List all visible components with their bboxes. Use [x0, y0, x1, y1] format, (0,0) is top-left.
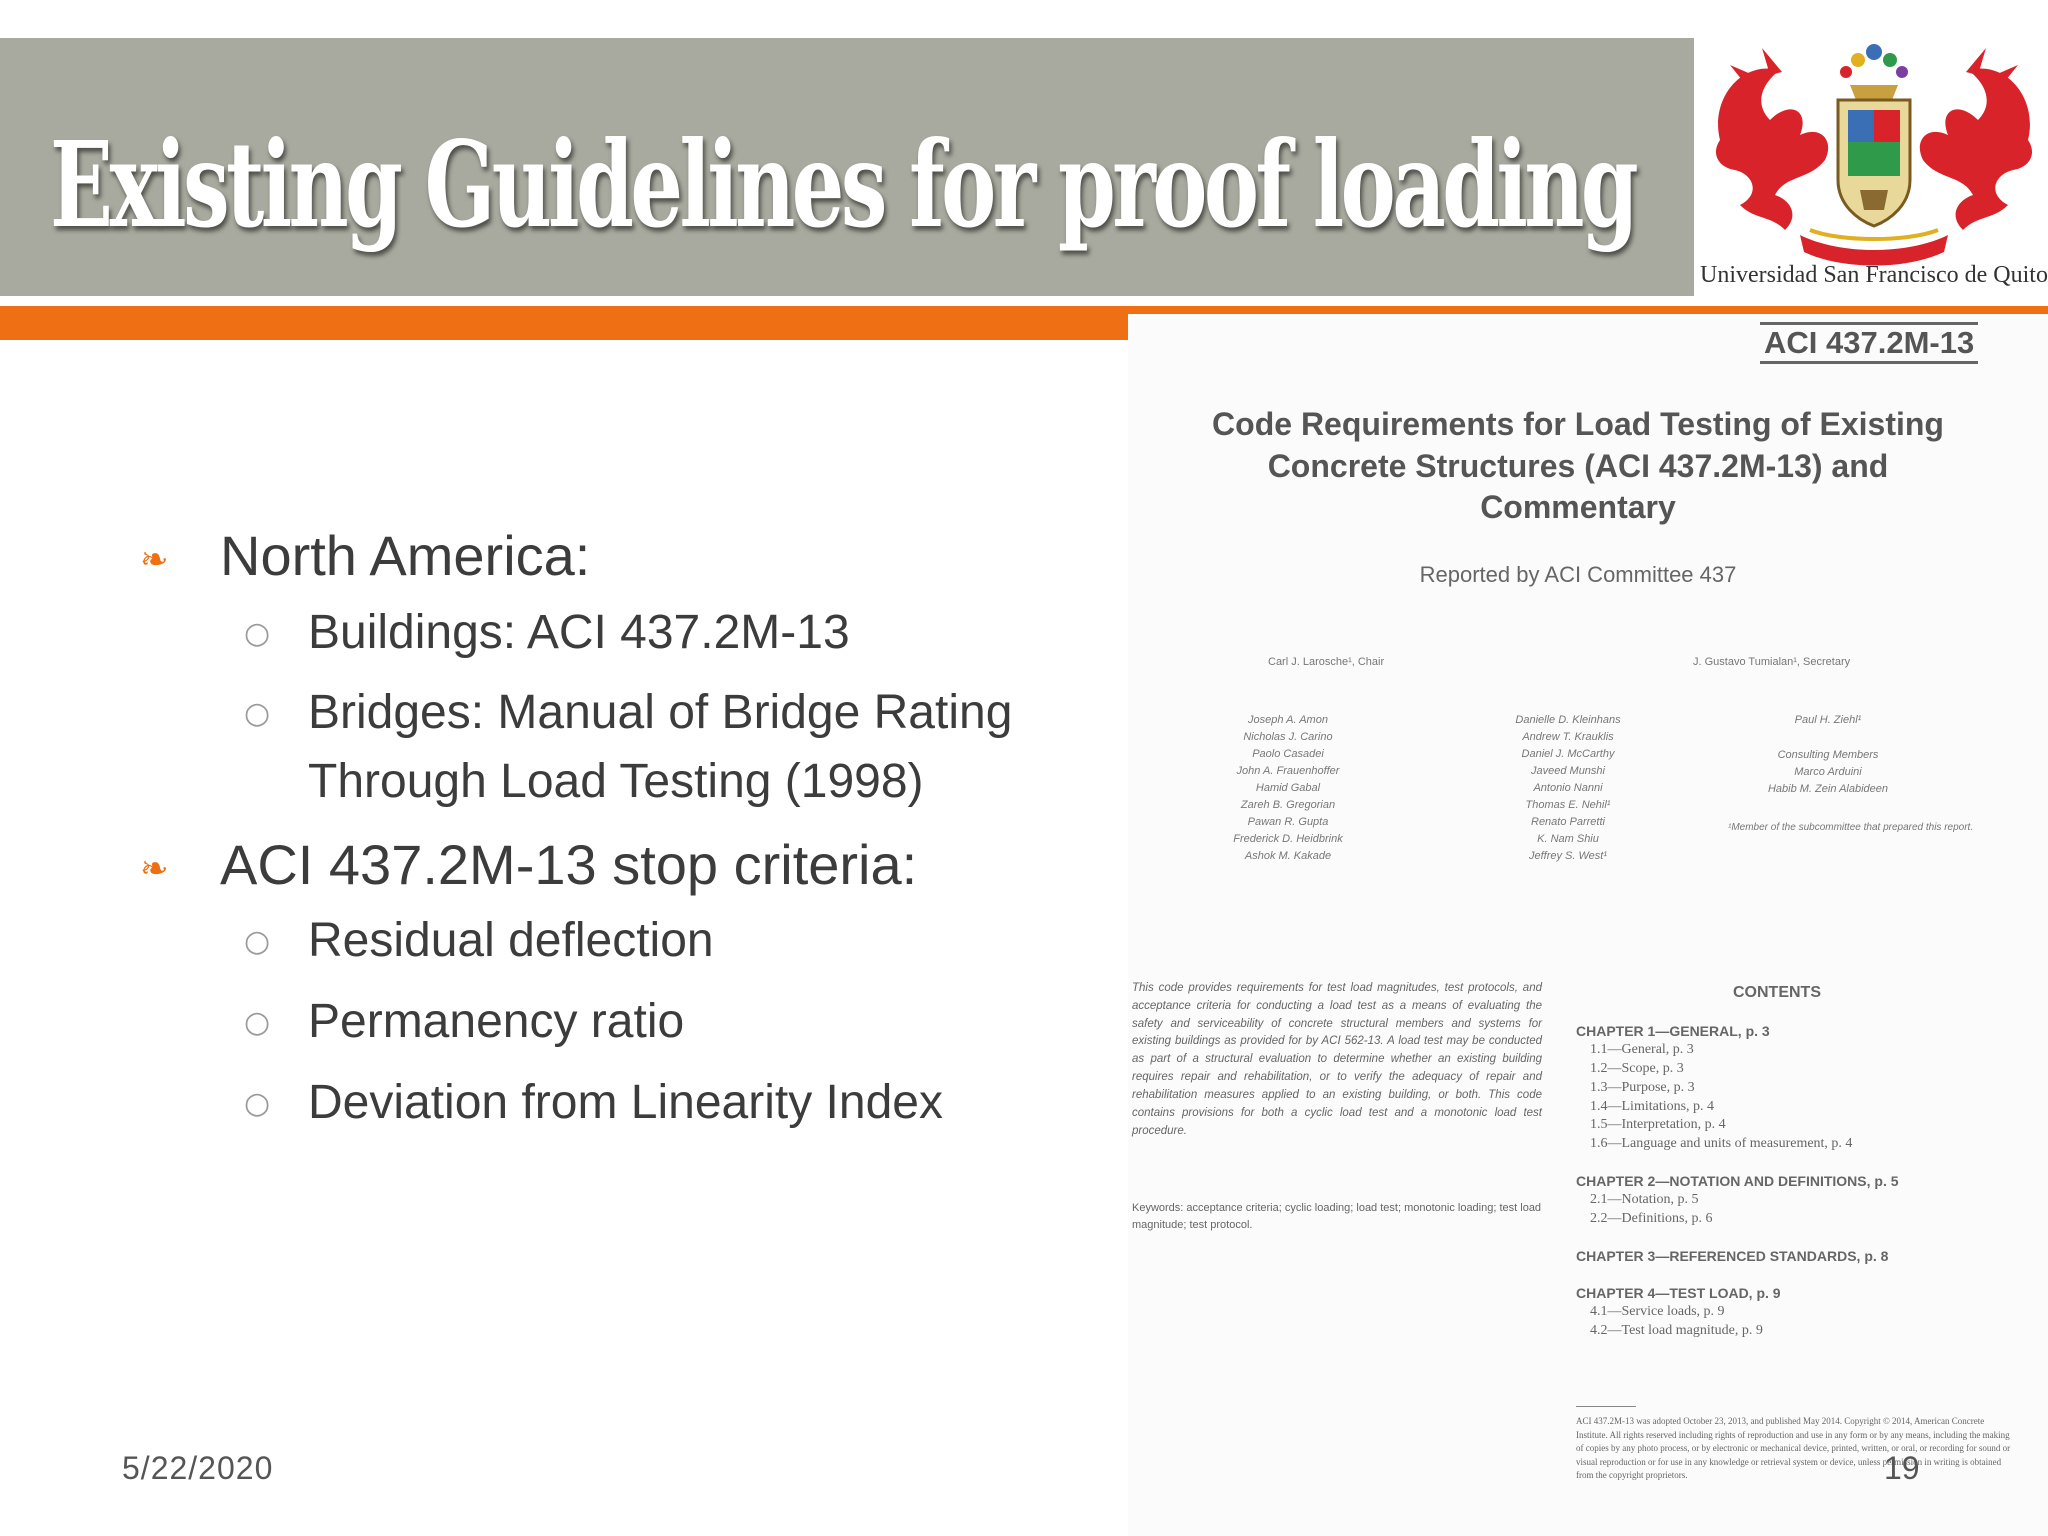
member-name: Javeed Munshi	[1531, 765, 1605, 778]
bullet-text: Buildings: ACI 437.2M-13	[308, 605, 850, 659]
fine-print-divider	[1576, 1406, 1636, 1407]
bullet-text: Bridges: Manual of Bridge Rating Through Load Testing (1998)	[308, 686, 1013, 809]
bullet-level2	[140, 1069, 1090, 1138]
member-name: Nicholas J. Carino	[1243, 731, 1333, 744]
member-name: Paolo Casadei	[1252, 748, 1324, 761]
bullet-level2	[140, 988, 1090, 1057]
member-name: Habib M. Zein Alabideen	[1767, 783, 1889, 796]
member-name: Joseph A. Amon	[1248, 714, 1328, 726]
chapter-heading: CHAPTER 4—TEST LOAD, p. 9	[1576, 1284, 1781, 1301]
consulting-members-heading: Consulting Members	[1777, 749, 1879, 762]
contents-item: 4.2—Test load magnitude, p. 9	[1590, 1322, 1763, 1338]
member-name: K. Nam Shiu	[1537, 833, 1599, 846]
contents-heading: CONTENTS	[1733, 984, 1821, 1001]
member-name: Paul H. Ziehl¹	[1794, 714, 1862, 726]
members-column-2	[1468, 712, 1668, 865]
slide-page-number: 19	[1884, 1450, 1920, 1486]
member-name: Renato Parretti	[1531, 816, 1605, 829]
document-reported-by: Reported by ACI Committee 437	[1419, 562, 1737, 587]
orange-accent-bar	[0, 306, 1128, 340]
bullet-text: Deviation from Linearity Index	[308, 1075, 943, 1129]
member-name: Thomas E. Nehil¹	[1525, 799, 1611, 812]
bullet-text: Residual deflection	[308, 914, 714, 968]
contents-item: 1.4—Limitations, p. 4	[1590, 1098, 1715, 1114]
bullet-curl-icon: ❧	[140, 848, 169, 889]
contents-item: 2.2—Definitions, p. 6	[1590, 1211, 1713, 1227]
fine-print-text: ACI 437.2M-13 was adopted October 23, 2013, and published May 2014. Copyright © 2014, American Concrete Institute. All rights reserved including rights of reproduction and use in any form or by any means, including the making of copies by any photo process, or by electronic or mechanical device, printed, written, or oral, or recording for sound or visual reproduction or for use in any knowledge or retrieval system or device, unless permission in writing is obtained from the copyright proprietors.	[1576, 1416, 2011, 1480]
bullet-level2	[140, 599, 1090, 668]
document-keywords: Keywords: acceptance criteria; cyclic loading; load test; monotonic loading; test load magnitude; test protocol.	[1132, 1202, 1542, 1231]
bullet-curl-icon: ❧	[140, 540, 169, 580]
bullet-circle-icon: ○	[244, 696, 271, 732]
bullet-circle-icon: ○	[244, 1005, 271, 1041]
member-name: John A. Frauenhoffer	[1236, 765, 1340, 778]
bullet-circle-icon: ○	[244, 615, 271, 651]
contents-item: 1.2—Scope, p. 3	[1590, 1060, 1684, 1076]
chapter-heading: CHAPTER 1—GENERAL, p. 3	[1576, 1023, 1770, 1039]
bullet-circle-icon: ○	[244, 924, 271, 960]
bullet-level1	[140, 520, 1090, 593]
bullet-level2	[140, 679, 1090, 816]
contents-item: 1.6—Language and units of measurement, p. 4	[1590, 1136, 1853, 1152]
member-name: Jeffrey S. West¹	[1528, 850, 1608, 863]
university-crest-icon	[1700, 30, 2048, 300]
member-name: Hamid Gabal	[1255, 782, 1321, 795]
chapter-heading: CHAPTER 3—REFERENCED STANDARDS, p. 8	[1576, 1247, 1889, 1264]
slide-date: 5/22/2020	[122, 1450, 274, 1486]
member-name: Frederick D. Heidbrink	[1233, 833, 1343, 846]
members-column-1	[1188, 712, 1388, 865]
contents-list	[1576, 1022, 2016, 1340]
contents-item: 1.1—General, p. 3	[1590, 1041, 1694, 1057]
committee-chair: Carl J. Larosche¹, Chair	[1268, 656, 1385, 668]
subcommittee-note: ¹Member of the subcommittee that prepared this report.	[1728, 822, 1974, 833]
contents-item: 4.1—Service loads, p. 9	[1590, 1303, 1725, 1319]
bullet-circle-icon: ○	[244, 1085, 271, 1121]
member-name: Pawan R. Gupta	[1247, 816, 1329, 829]
bullet-level2	[140, 907, 1090, 976]
bullet-text: Permanency ratio	[308, 995, 685, 1049]
bullet-list	[140, 520, 1090, 1149]
university-name: Universidad San Francisco de Quito	[1700, 262, 2048, 288]
member-name: Zareh B. Gregorian	[1240, 799, 1336, 812]
committee-secretary: J. Gustavo Tumialan¹, Secretary	[1693, 656, 1851, 668]
member-name: Marco Arduini	[1794, 766, 1862, 779]
contents-item: 2.1—Notation, p. 5	[1590, 1192, 1699, 1208]
member-name: Ashok M. Kakade	[1244, 850, 1332, 863]
document-abstract: This code provides requirements for test load magnitudes, test protocols, and acceptance criteria for conducting a load test as a means of evaluating the safety and serviceability of concrete structural members and systems for existing buildings as provided for by ACI 562-13. A load test may be conducted as part of a structural evaluation to determine whether an existing building requires repair and rehabilitation, or to verify the adequacy of repair and rehabilitation measures applied to an existing building, or both. This code contains provisions for both a cyclic load test and a monotonic load test procedure.	[1132, 982, 1542, 1137]
bullet-text: ACI 437.2M-13 stop criteria:	[220, 832, 918, 896]
bullet-text: North America:	[220, 524, 591, 587]
document-title: Code Requirements for Load Testing of Existing Concrete Structures (ACI 437.2M-13) and Commentary	[1212, 406, 1944, 526]
contents-item: 1.5—Interpretation, p. 4	[1590, 1117, 1726, 1133]
slide-title: Existing Guidelines for proof loading	[50, 115, 1636, 254]
chapter-heading: CHAPTER 2—NOTATION AND DEFINITIONS, p. 5	[1576, 1173, 1899, 1190]
members-column-3	[1718, 712, 1938, 798]
document-excerpt	[1128, 314, 2048, 1536]
contents-item: 1.3—Purpose, p. 3	[1590, 1079, 1695, 1095]
document-fine-print	[1576, 1406, 2016, 1483]
document-code: ACI 437.2M-13	[1760, 322, 1978, 364]
member-name: Andrew T. Krauklis	[1522, 731, 1614, 744]
member-name: Antonio Nanni	[1533, 782, 1603, 795]
orange-accent-line	[1128, 306, 2048, 314]
member-name: Daniel J. McCarthy	[1521, 748, 1615, 761]
bullet-level1	[140, 829, 1090, 902]
member-name: Danielle D. Kleinhans	[1515, 714, 1621, 726]
